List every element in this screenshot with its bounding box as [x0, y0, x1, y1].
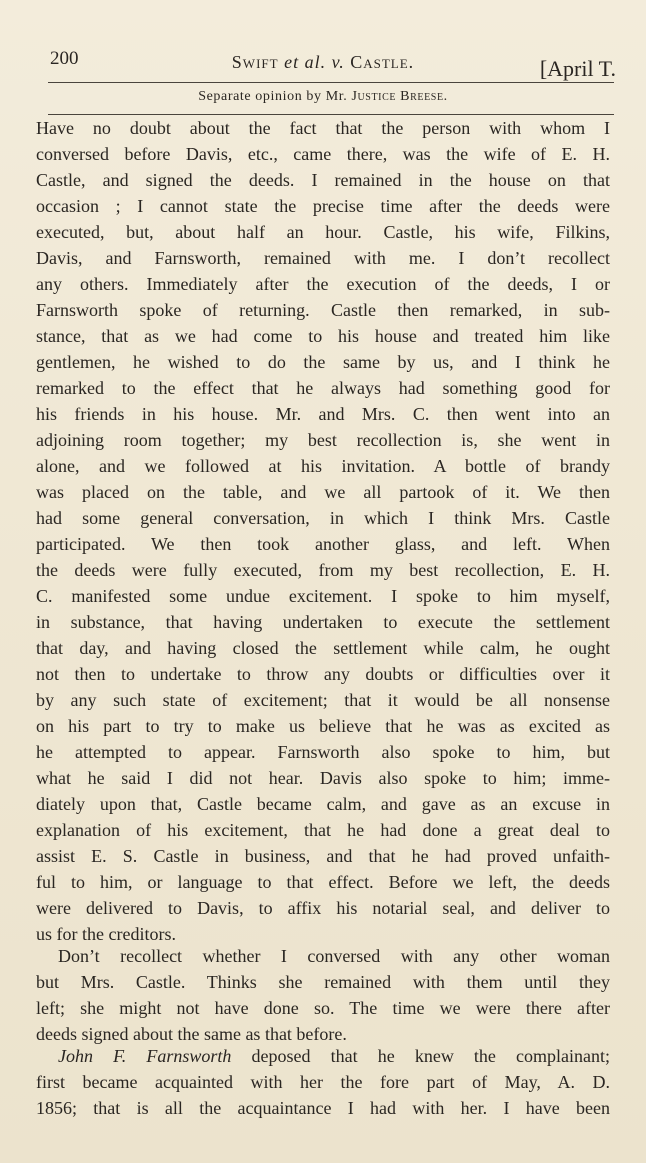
- text-line: what he said I did not hear. Davis also spoke to him; imme-: [36, 768, 610, 788]
- text-line: had some general conversation, in which I think Mrs. Castle: [36, 508, 610, 528]
- text-line: the deeds were fully executed, from my best recollection, E. H.: [36, 560, 610, 580]
- text-line: Have no doubt about the fact that the person with whom I: [36, 118, 610, 138]
- text-line: occasion ; I cannot state the precise time after the deeds were: [36, 196, 610, 216]
- text-line: Castle, and signed the deeds. I remained in the house on that: [36, 170, 610, 190]
- subtitle-pre: Separate opinion by Mr.: [198, 89, 352, 104]
- text-line: explanation of his excitement, that he had done a great deal to: [36, 820, 610, 840]
- running-title-pre: Swift: [231, 52, 285, 72]
- text-line: assist E. S. Castle in business, and that he had proved unfaith-: [36, 846, 610, 866]
- page-number: 200: [50, 48, 79, 69]
- text-line-witness: [58, 1043, 610, 1069]
- text-line: on his part to try to make us believe that he was as excited as: [36, 716, 610, 736]
- text-line: in substance, that having undertaken to execute the settlement: [36, 612, 610, 632]
- witness-name: John F. Farnsworth: [58, 1046, 232, 1066]
- text-line: were delivered to Davis, to affix his notarial seal, and deliver to: [36, 898, 610, 918]
- running-title-italic: et al. v.: [284, 52, 345, 72]
- text-line: Farnsworth spoke of returning. Castle then remarked, in sub-: [36, 300, 610, 320]
- text-line: by any such state of excitement; that it would be all nonsense: [36, 690, 610, 710]
- text-line: us for the creditors.: [36, 924, 176, 944]
- justice-name: Justice Breese.: [351, 89, 448, 104]
- text-line: C. manifested some undue excitement. I spoke to him myself,: [36, 586, 610, 606]
- text-line: 1856; that is all the acquaintance I had with her. I have been: [36, 1098, 610, 1118]
- text-line: ful to him, or language to that effect. Before we left, the deeds: [36, 872, 610, 892]
- text-line: that day, and having closed the settlement while calm, he ought: [36, 638, 610, 658]
- text-line: not then to undertake to throw any doubts or difficulties over it: [36, 664, 610, 684]
- text-line: participated. We then took another glass, and left. When: [36, 534, 610, 554]
- text-line: alone, and we followed at his invitation. A bottle of brandy: [36, 456, 610, 476]
- text-line: he attempted to appear. Farnsworth also spoke to him, but: [36, 742, 610, 762]
- text-line: executed, but, about half an hour. Castle, his wife, Filkins,: [36, 222, 610, 242]
- text-line: but Mrs. Castle. Thinks she remained with them until they: [36, 972, 610, 992]
- court-term: [April T.: [539, 56, 616, 81]
- witness-line-text: deposed that he knew the complainant;: [251, 1046, 611, 1066]
- text-line: deeds signed about the same as that before.: [36, 1024, 347, 1044]
- text-line: adjoining room together; my best recollection is, she went in: [36, 430, 610, 450]
- text-line: remarked to the effect that he always had something good for: [36, 378, 610, 398]
- text-line: was placed on the table, and we all partook of it. We then: [36, 482, 610, 502]
- text-line: conversed before Davis, etc., came there, was the wife of E. H.: [36, 144, 610, 164]
- text-line: his friends in his house. Mr. and Mrs. C. then went into an: [36, 404, 610, 424]
- text-line: left; she might not have done so. The time we were there after: [36, 998, 610, 1018]
- text-line: first became acquainted with her the fore part of May, A. D.: [36, 1072, 610, 1092]
- text-line: diately upon that, Castle became calm, and gave as an excuse in: [36, 794, 610, 814]
- text-line: Davis, and Farnsworth, remained with me. I don’t recollect: [36, 248, 610, 268]
- text-line: gentlemen, he wished to do the same by us, and I think he: [36, 352, 610, 372]
- text-line: Don’t recollect whether I conversed with any other woman: [58, 946, 610, 966]
- text-line: stance, that as we had come to his house and treated him like: [36, 326, 610, 346]
- text-line: any others. Immediately after the execution of the deeds, I or: [36, 274, 610, 294]
- running-title-post: Castle.: [344, 52, 415, 72]
